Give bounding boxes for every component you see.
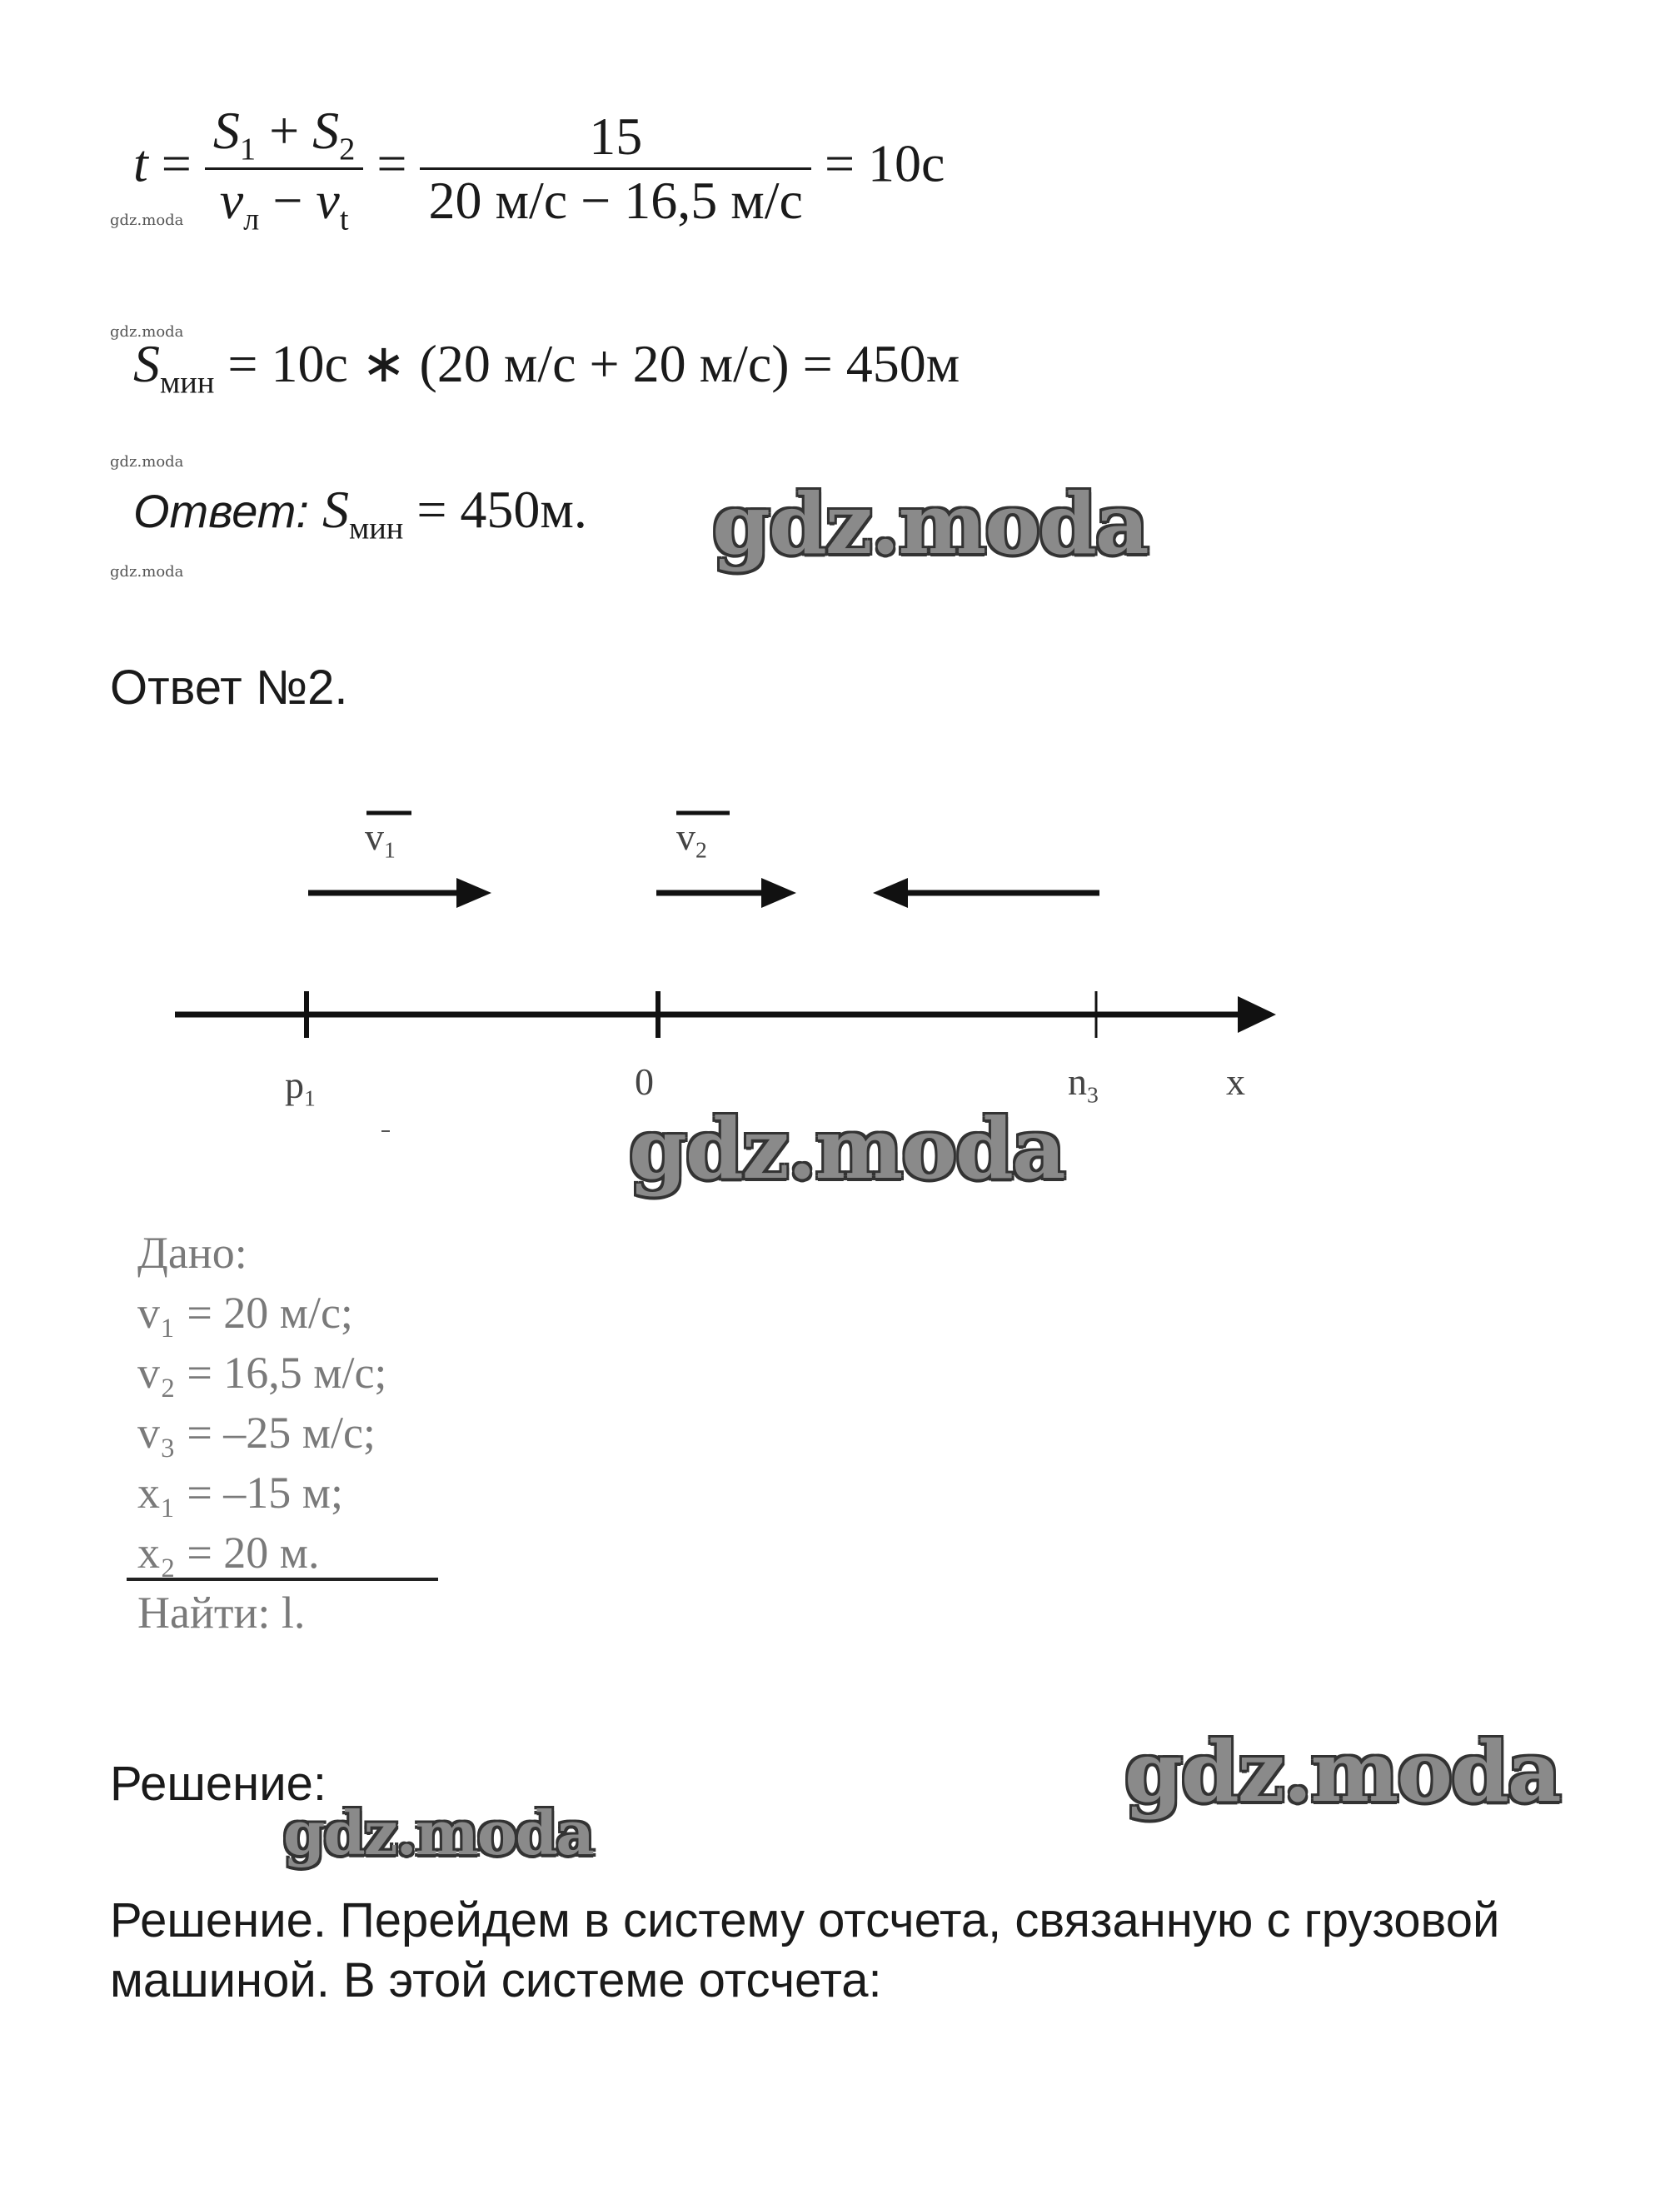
formula-time-numeric-fraction: $\frac{15}{20 м/с - 16,5 м/с}$ [420,106,810,232]
watermark: gdz.moda [629,1100,1064,1198]
given-line: x₂ = 20 м. [137,1528,320,1578]
velocity-arrow-3 [873,878,1099,908]
given-line: v₃ = –25 м/с; [137,1408,376,1458]
given-title: Дано: [137,1228,247,1278]
formula-time: t = $\frac{S_1 + S_2}{v_л - v_t}$ = $\frac{15}{20 м/с - 16,5 м/с}$ = 10с [133,101,945,237]
formula-answer: Ответ: $S_{мин} = 450м$. [133,480,587,546]
formula-time-symbolic-fraction: $\frac{S_1 + S_2}{v_л - v_t}$ [205,100,364,238]
given-divider [127,1578,438,1581]
tick-label-p1: $p_1$ [285,1064,316,1111]
axis-label-x: x [1226,1060,1245,1103]
small-watermark: gdz.moda [110,323,184,341]
tick-label-zero: 0 [635,1060,654,1103]
small-watermark: gdz.moda [110,212,184,229]
answer-2-heading: Ответ №2. [110,661,348,715]
formula-time-result: 10с [868,133,945,193]
x-axis [175,991,1276,1038]
velocity-arrow-1 [308,813,491,908]
formula-time-lhs: t [133,133,148,193]
watermark: gdz.moda [712,475,1148,573]
given-block [137,1223,386,1583]
motion-diagram [0,783,1416,1133]
velocity-label-2: $v_2$ [676,815,707,863]
small-watermark: gdz.moda [110,563,184,581]
given-line: x₁ = –15 м; [137,1468,343,1518]
watermark: gdz.moda [283,1798,593,1868]
solution-label: Решение: [110,1757,327,1811]
tick-label-n3: $n_3$ [1068,1060,1099,1108]
given-line: v₁ = 20 м/с; [137,1288,353,1338]
watermark: gdz.moda [1124,1723,1560,1821]
solution-paragraph: Решение. Перейдем в систему отсчета, связанную с грузовой машиной. В этой системе отсчета: [110,1893,1500,2007]
small-watermark: gdz.moda [110,453,184,471]
formula-min-distance: $S_{мин} = 10с$ ∗ (20 м/с + 20 м/с) = 450м [133,334,960,401]
find-line: Найти: l. [137,1588,306,1638]
velocity-label-1: $v_1$ [365,815,396,863]
given-line: v₂ = 16,5 м/с; [137,1348,387,1398]
